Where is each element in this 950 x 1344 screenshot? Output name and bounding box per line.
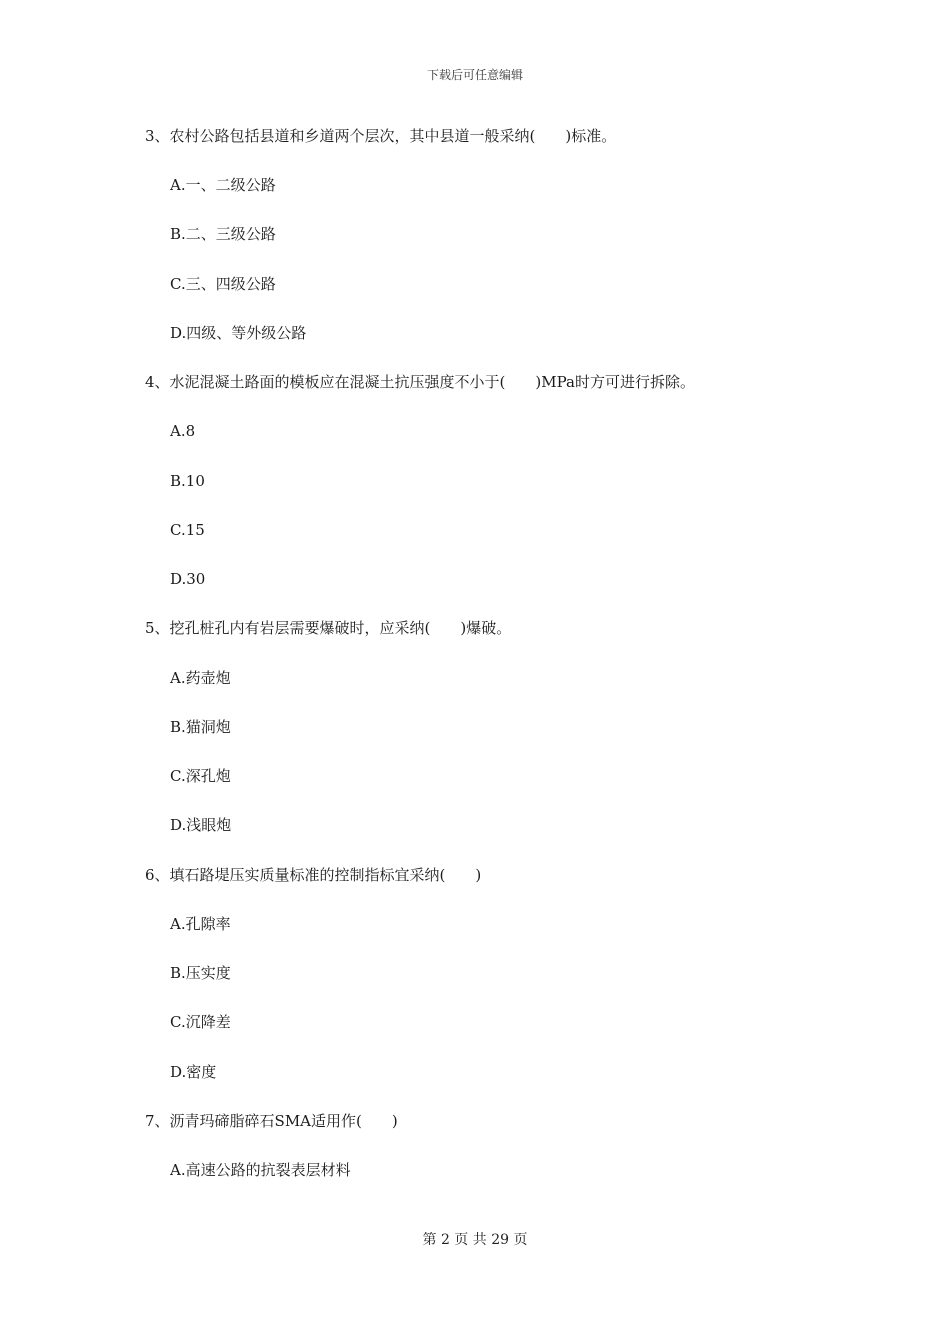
question-3-stem: 3、农村公路包括县道和乡道两个层次，其中县道一般采纳( )标准。 [145,127,617,145]
question-4-stem: 4、水泥混凝土路面的模板应在混凝土抗压强度不小于( )MPa时方可进行拆除。 [145,373,695,391]
question-4-option-a: A.8 [170,422,196,440]
question-3-option-d: D.四级、等外级公路 [170,324,307,342]
question-6-option-d: D.密度 [170,1063,217,1081]
page-footer: 第 2 页 共 29 页 [422,1232,528,1248]
question-6-stem: 6、填石路堤压实质量标准的控制指标宜采纳( ) [145,866,482,884]
question-5-option-c: C.深孔炮 [170,767,231,785]
question-5-option-a: A.药壶炮 [170,669,231,687]
question-5-option-b: B.猫洞炮 [170,718,231,736]
question-7-option-a: A.高速公路的抗裂表层材料 [170,1161,351,1179]
question-6-option-a: A.孔隙率 [170,915,231,933]
question-7-stem: 7、沥青玛碲脂碎石SMA适用作( ) [145,1112,398,1130]
question-3-option-a: A.一、二级公路 [170,176,276,194]
question-4-option-c: C.15 [170,521,205,539]
question-3-option-c: C.三、四级公路 [170,275,276,293]
question-3-option-b: B.二、三级公路 [170,225,276,243]
question-4-option-b: B.10 [170,472,205,490]
question-6-option-b: B.压实度 [170,964,231,982]
question-6-option-c: C.沉降差 [170,1013,231,1031]
question-5-option-d: D.浅眼炮 [170,816,232,834]
page-header: 下载后可任意编辑 [426,68,523,82]
question-4-option-d: D.30 [170,570,206,588]
question-5-stem: 5、挖孔桩孔内有岩层需要爆破时，应采纳( )爆破。 [145,619,512,637]
